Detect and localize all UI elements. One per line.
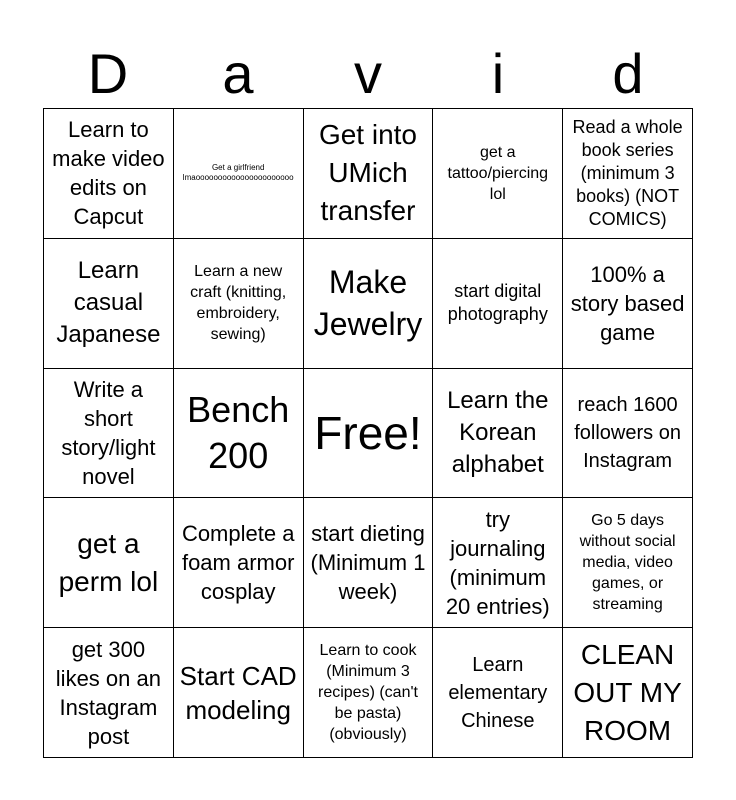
cell-text: 100% a story based game	[570, 261, 685, 345]
bingo-cell	[433, 109, 563, 239]
bingo-cell	[44, 628, 174, 758]
cell-text: get a tattoo/piercing lol	[447, 143, 549, 203]
title-letter-d: D	[87, 42, 129, 105]
bingo-cell	[44, 239, 174, 369]
bingo-cell	[563, 628, 693, 758]
bingo-cell	[174, 498, 304, 628]
bingo-cell	[174, 369, 304, 499]
bingo-cell	[44, 369, 174, 499]
bingo-cell	[563, 109, 693, 239]
cell-text: Get a girlfriend lmaoooooooooooooooooooooo	[182, 163, 294, 183]
cell-text: Start CAD modeling	[179, 660, 297, 725]
bingo-title	[43, 40, 693, 108]
cell-text: Learn the Korean alphabet	[447, 386, 549, 478]
cell-text: Learn to cook (Minimum 3 recipes) (can't be pasta) (obviously)	[318, 642, 418, 744]
title-letter-a: a	[222, 42, 254, 105]
bingo-cell	[433, 369, 563, 499]
cell-text: Get into UMich transfer	[318, 119, 418, 227]
bingo-cell	[433, 239, 563, 369]
cell-text: Learn casual Japanese	[56, 257, 161, 349]
cell-text: Bench 200	[187, 388, 290, 476]
bingo-cell	[304, 628, 434, 758]
title-letter-v: v	[354, 42, 382, 105]
title-letter-d-2: d	[612, 42, 644, 105]
bingo-cell	[563, 498, 693, 628]
bingo-cell	[304, 109, 434, 239]
cell-text: Learn a new craft (knitting, embroidery, sewing)	[190, 263, 287, 344]
cell-text: Go 5 days without social media, video games, or streaming	[579, 512, 676, 614]
bingo-cell	[44, 498, 174, 628]
cell-text: start digital photography	[447, 281, 548, 325]
bingo-cell	[174, 628, 304, 758]
bingo-cell	[563, 239, 693, 369]
bingo-cell	[304, 498, 434, 628]
cell-text: CLEAN OUT MY ROOM	[573, 638, 682, 746]
cell-text: Learn elementary Chinese	[448, 653, 548, 732]
bingo-cell	[433, 498, 563, 628]
bingo-cell	[44, 109, 174, 239]
bingo-cell	[433, 628, 563, 758]
cell-text: Complete a foam armor cosplay	[181, 521, 295, 605]
cell-text: try journaling (minimum 20 entries)	[445, 506, 550, 619]
cell-text: Write a short story/light novel	[61, 376, 156, 489]
bingo-cell	[304, 239, 434, 369]
cell-text: Make Jewelry	[313, 264, 423, 343]
cell-text: reach 1600 followers on Instagram	[574, 393, 681, 472]
bingo-cell	[174, 109, 304, 239]
bingo-cell	[563, 369, 693, 499]
cell-text: get a perm lol	[58, 527, 159, 597]
free-space-cell	[304, 369, 434, 499]
bingo-cell	[174, 239, 304, 369]
cell-text: Free!	[314, 406, 422, 459]
cell-text: Read a whole book series (minimum 3 books) (NOT COMICS)	[572, 116, 683, 229]
cell-text: get 300 likes on an Instagram post	[55, 636, 161, 749]
cell-text: start dieting (Minimum 1 week)	[310, 521, 426, 605]
title-letter-i: i	[491, 42, 505, 105]
cell-text: Learn to make video edits on Capcut	[52, 117, 165, 230]
bingo-board	[43, 108, 693, 758]
